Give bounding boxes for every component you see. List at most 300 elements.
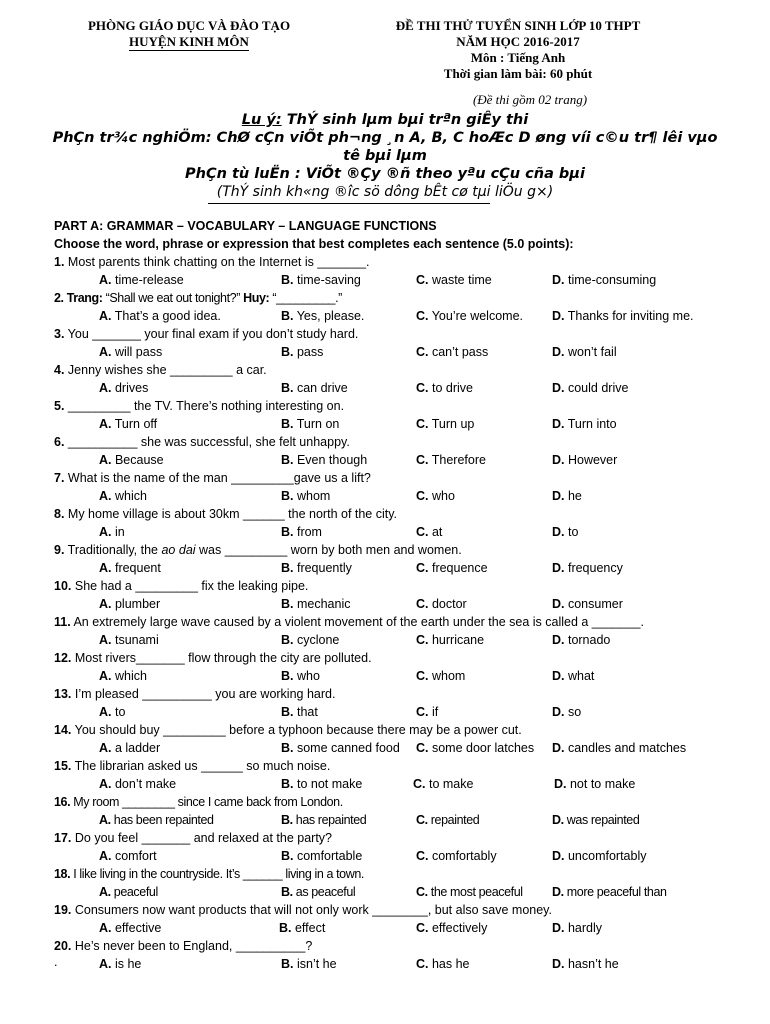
option-d-q12 bbox=[552, 669, 594, 683]
exam-notice bbox=[52, 111, 718, 183]
option-d-q4 bbox=[552, 381, 628, 395]
option-letter: A. bbox=[99, 345, 112, 359]
option-b-q11 bbox=[281, 633, 339, 647]
option-letter: D. bbox=[552, 885, 564, 899]
option-letter: A. bbox=[99, 741, 112, 755]
option-text: whom bbox=[293, 489, 331, 503]
subject: Môn : Tiếng Anh bbox=[470, 50, 566, 65]
option-letter: D. bbox=[552, 417, 565, 431]
option-letter: B. bbox=[281, 381, 294, 395]
option-text: don’t make bbox=[111, 777, 177, 791]
option-letter: C. bbox=[416, 849, 429, 863]
option-b-q15 bbox=[281, 777, 362, 791]
option-text: if bbox=[428, 705, 439, 719]
question-15 bbox=[54, 759, 330, 773]
option-text: which bbox=[111, 669, 147, 683]
option-text: not to make bbox=[566, 777, 636, 791]
option-c-q6 bbox=[416, 453, 486, 467]
option-b-q1 bbox=[281, 273, 361, 287]
option-text: can drive bbox=[293, 381, 348, 395]
option-text: is he bbox=[111, 957, 142, 971]
question-number: 19. bbox=[54, 903, 72, 917]
question-16 bbox=[54, 795, 343, 809]
option-text: to bbox=[564, 525, 579, 539]
question-number: 12. bbox=[54, 651, 72, 665]
question-italic-term: ao dai bbox=[161, 543, 196, 557]
option-b-q14 bbox=[281, 741, 400, 755]
option-d-q9 bbox=[552, 561, 623, 575]
option-c-q14 bbox=[416, 741, 534, 755]
question-1 bbox=[54, 255, 370, 269]
option-letter: C. bbox=[416, 561, 429, 575]
question-text: Most parents think chatting on the Internet is _______. bbox=[64, 255, 370, 269]
option-letter: A. bbox=[99, 561, 112, 575]
option-letter: C. bbox=[416, 273, 429, 287]
option-text: he bbox=[564, 489, 582, 503]
question-text-continued: was _________ worn by both men and women. bbox=[195, 543, 462, 557]
option-a-q11 bbox=[99, 633, 159, 647]
option-a-q4 bbox=[99, 381, 148, 395]
speaker-label: Huy: bbox=[243, 291, 270, 305]
question-number: 16. bbox=[54, 795, 71, 809]
question-4 bbox=[54, 363, 267, 377]
option-text: frequency bbox=[564, 561, 623, 575]
option-c-q9 bbox=[416, 561, 488, 575]
option-letter: B. bbox=[281, 777, 294, 791]
option-letter: C. bbox=[416, 309, 429, 323]
option-b-q18 bbox=[281, 885, 355, 899]
option-c-q5 bbox=[416, 417, 474, 431]
option-a-q3 bbox=[99, 345, 162, 359]
option-letter: B. bbox=[281, 957, 294, 971]
option-a-q1 bbox=[99, 273, 184, 287]
option-letter: A. bbox=[99, 669, 112, 683]
option-text: what bbox=[564, 669, 595, 683]
option-d-q13 bbox=[552, 705, 581, 719]
option-letter: D. bbox=[552, 273, 565, 287]
question-number: 5. bbox=[54, 399, 65, 413]
notice-line-3: PhÇn tù luËn : ViÕt ®Çy ®ñ theo yªu cÇu cña bµi bbox=[185, 166, 585, 182]
option-text: You’re welcome. bbox=[428, 309, 524, 323]
question-text: Jenny wishes she _________ a car. bbox=[64, 363, 267, 377]
option-letter: B. bbox=[281, 885, 293, 899]
question-12 bbox=[54, 651, 372, 665]
school-year: NĂM HỌC 2016-2017 bbox=[456, 34, 580, 49]
option-letter: C. bbox=[416, 669, 429, 683]
option-c-q13 bbox=[416, 705, 438, 719]
question-6 bbox=[54, 435, 350, 449]
question-8 bbox=[54, 507, 397, 521]
option-text: could drive bbox=[564, 381, 629, 395]
option-text: comfortable bbox=[293, 849, 363, 863]
option-a-q7 bbox=[99, 489, 147, 503]
option-letter: A. bbox=[99, 453, 112, 467]
part-title: PART A: GRAMMAR – VOCABULARY – LANGUAGE FUNCTIONS bbox=[54, 219, 437, 233]
question-2 bbox=[54, 291, 342, 305]
option-text: Thanks for inviting me. bbox=[564, 309, 694, 323]
option-letter: D. bbox=[552, 849, 565, 863]
option-letter: C. bbox=[413, 777, 426, 791]
option-c-q7 bbox=[416, 489, 455, 503]
option-text: has repainted bbox=[292, 813, 367, 827]
option-c-q19 bbox=[416, 921, 487, 935]
question-text: _________ the TV. There’s nothing interesting on. bbox=[64, 399, 345, 413]
question-number: 3. bbox=[54, 327, 65, 341]
option-c-q8 bbox=[416, 525, 442, 539]
question-text: “Shall we eat out tonight?” bbox=[102, 291, 244, 305]
option-letter: B. bbox=[281, 525, 294, 539]
option-c-q1 bbox=[416, 273, 492, 287]
option-text: isn’t he bbox=[293, 957, 337, 971]
option-a-q10 bbox=[99, 597, 160, 611]
option-b-q17 bbox=[281, 849, 362, 863]
option-letter: D. bbox=[552, 453, 565, 467]
question-14 bbox=[54, 723, 522, 737]
question-text: Do you feel _______ and relaxed at the party? bbox=[71, 831, 332, 845]
option-letter: C. bbox=[416, 813, 428, 827]
option-text: can’t pass bbox=[428, 345, 489, 359]
option-text: candles and matches bbox=[564, 741, 687, 755]
question-9 bbox=[54, 543, 462, 557]
option-text: frequently bbox=[293, 561, 352, 575]
question-text: What is the name of the man _________gave us a lift? bbox=[64, 471, 371, 485]
option-c-q16 bbox=[416, 813, 479, 827]
option-a-q12 bbox=[99, 669, 147, 683]
option-text: drives bbox=[111, 381, 149, 395]
option-text: to make bbox=[425, 777, 474, 791]
question-number: 11. bbox=[54, 615, 71, 629]
option-text: time-saving bbox=[293, 273, 361, 287]
option-b-q5 bbox=[281, 417, 339, 431]
question-number: 6. bbox=[54, 435, 65, 449]
option-text: tsunami bbox=[111, 633, 159, 647]
instruction: Choose the word, phrase or expression that best completes each sentence (5.0 points): bbox=[54, 237, 574, 251]
option-text: has been repainted bbox=[110, 813, 214, 827]
option-letter: D. bbox=[552, 525, 565, 539]
option-a-q18 bbox=[99, 885, 158, 899]
option-text: to bbox=[111, 705, 126, 719]
question-text: Traditionally, the bbox=[64, 543, 162, 557]
question-text: I’m pleased __________ you are working hard. bbox=[71, 687, 336, 701]
option-text: the most peaceful bbox=[427, 885, 523, 899]
question-7 bbox=[54, 471, 371, 485]
option-text: a ladder bbox=[111, 741, 161, 755]
option-text: which bbox=[111, 489, 147, 503]
option-text: pass bbox=[293, 345, 324, 359]
option-c-q20 bbox=[416, 957, 470, 971]
option-letter: B. bbox=[281, 417, 294, 431]
option-a-q17 bbox=[99, 849, 157, 863]
option-text: at bbox=[428, 525, 443, 539]
option-letter: B. bbox=[281, 633, 294, 647]
option-letter: D. bbox=[552, 345, 565, 359]
option-c-q4 bbox=[416, 381, 473, 395]
option-letter: B. bbox=[281, 741, 294, 755]
option-b-q3 bbox=[281, 345, 323, 359]
question-text-continued: “_________.” bbox=[269, 291, 342, 305]
option-text: will pass bbox=[111, 345, 163, 359]
option-letter: A. bbox=[99, 777, 112, 791]
question-text: He’s never been to England, __________? bbox=[71, 939, 313, 953]
option-letter: D. bbox=[552, 705, 565, 719]
option-letter: B. bbox=[281, 561, 294, 575]
department-name: PHÒNG GIÁO DỤC VÀ ĐÀO TẠO bbox=[87, 18, 291, 33]
option-letter: A. bbox=[99, 273, 112, 287]
option-text: doctor bbox=[428, 597, 467, 611]
option-text: time-release bbox=[111, 273, 184, 287]
option-text: whom bbox=[428, 669, 466, 683]
option-b-q12 bbox=[281, 669, 320, 683]
option-text: to drive bbox=[428, 381, 473, 395]
option-a-q8 bbox=[99, 525, 125, 539]
option-letter: C. bbox=[416, 345, 429, 359]
option-c-q12 bbox=[416, 669, 465, 683]
option-c-q2 bbox=[416, 309, 523, 323]
option-text: consumer bbox=[564, 597, 623, 611]
question-text: You _______ your final exam if you don’t study hard. bbox=[64, 327, 359, 341]
exam-header bbox=[372, 18, 664, 82]
option-d-q11 bbox=[552, 633, 610, 647]
option-text: to not make bbox=[293, 777, 363, 791]
option-letter: B. bbox=[281, 705, 294, 719]
divider-line bbox=[208, 203, 490, 204]
option-letter: D. bbox=[552, 813, 564, 827]
option-letter: B. bbox=[281, 345, 294, 359]
option-d-q16 bbox=[552, 813, 639, 827]
notice-line-1: ThÝ sinh lµm bµi trªn giÊy thi bbox=[281, 112, 529, 128]
option-a-q15 bbox=[99, 777, 176, 791]
question-text: My room ________ since I came back from London. bbox=[70, 795, 343, 809]
question-13 bbox=[54, 687, 335, 701]
option-d-q10 bbox=[552, 597, 623, 611]
option-letter: D. bbox=[552, 597, 565, 611]
question-text: She had a _________ fix the leaking pipe. bbox=[71, 579, 309, 593]
option-letter: C. bbox=[416, 417, 429, 431]
option-letter: C. bbox=[416, 489, 429, 503]
question-text: An extremely large wave caused by a violent movement of the earth under the sea is called a _______. bbox=[70, 615, 644, 629]
option-text: so bbox=[564, 705, 582, 719]
option-letter: A. bbox=[99, 489, 112, 503]
option-letter: C. bbox=[416, 381, 429, 395]
question-number: 14. bbox=[54, 723, 72, 737]
option-text: Turn into bbox=[564, 417, 617, 431]
option-b-q19 bbox=[279, 921, 325, 935]
option-b-q4 bbox=[281, 381, 348, 395]
option-letter: A. bbox=[99, 597, 112, 611]
option-letter: B. bbox=[279, 921, 292, 935]
option-letter: A. bbox=[99, 417, 112, 431]
option-letter: A. bbox=[99, 705, 112, 719]
option-a-q2 bbox=[99, 309, 221, 323]
option-text: Even though bbox=[293, 453, 368, 467]
option-letter: B. bbox=[281, 489, 294, 503]
question-number: 15. bbox=[54, 759, 72, 773]
option-a-q20 bbox=[99, 957, 141, 971]
option-text: effective bbox=[111, 921, 162, 935]
option-letter: C. bbox=[416, 921, 429, 935]
time-limit: Thời gian làm bài: 60 phút bbox=[443, 66, 593, 81]
option-a-q6 bbox=[99, 453, 164, 467]
option-text: hasn’t he bbox=[564, 957, 619, 971]
option-text: tornado bbox=[564, 633, 611, 647]
option-letter: D. bbox=[552, 633, 565, 647]
option-b-q7 bbox=[281, 489, 330, 503]
question-number: 1. bbox=[54, 255, 65, 269]
option-letter: D. bbox=[552, 309, 565, 323]
option-letter: C. bbox=[416, 741, 429, 755]
option-text: that bbox=[293, 705, 318, 719]
option-text: who bbox=[428, 489, 455, 503]
option-d-q18 bbox=[552, 885, 667, 899]
option-letter: C. bbox=[416, 597, 429, 611]
option-letter: D. bbox=[552, 741, 565, 755]
option-d-q7 bbox=[552, 489, 582, 503]
option-text: cyclone bbox=[293, 633, 340, 647]
option-d-q5 bbox=[552, 417, 617, 431]
option-letter: C. bbox=[416, 633, 429, 647]
option-letter: B. bbox=[281, 597, 294, 611]
question-number: 18. bbox=[54, 867, 71, 881]
notice-line-2: PhÇn tr¾c nghiÖm: ChØ cÇn viÕt ph¬ng ¸n A, B, C hoÆc D øng víi c©u tr¶ lêi vµo tê bµi lµm bbox=[52, 130, 718, 164]
question-number: 9. bbox=[54, 543, 65, 557]
option-letter: B. bbox=[281, 453, 294, 467]
option-b-q16 bbox=[281, 813, 366, 827]
option-text: effect bbox=[291, 921, 326, 935]
option-letter: A. bbox=[99, 381, 112, 395]
question-number: 13. bbox=[54, 687, 72, 701]
option-letter: D. bbox=[554, 777, 567, 791]
option-b-q10 bbox=[281, 597, 350, 611]
notice-label: Lu ý: bbox=[241, 112, 282, 128]
option-text: from bbox=[293, 525, 322, 539]
option-letter: C. bbox=[416, 705, 429, 719]
pages-note: (Đề thi gồm 02 trang) bbox=[472, 92, 588, 107]
option-letter: C. bbox=[416, 885, 428, 899]
option-text: comfort bbox=[111, 849, 157, 863]
option-letter: B. bbox=[281, 849, 294, 863]
question-5 bbox=[54, 399, 344, 413]
option-text: Because bbox=[111, 453, 164, 467]
option-text: who bbox=[293, 669, 320, 683]
option-b-q20 bbox=[281, 957, 337, 971]
option-letter: D. bbox=[552, 957, 565, 971]
option-letter: C. bbox=[416, 525, 429, 539]
option-text: repainted bbox=[427, 813, 480, 827]
option-c-q10 bbox=[416, 597, 467, 611]
option-letter: A. bbox=[99, 813, 111, 827]
question-text: Consumers now want products that will not only work ________, but also save money. bbox=[71, 903, 552, 917]
option-d-q8 bbox=[552, 525, 578, 539]
option-text: in bbox=[111, 525, 125, 539]
question-number: 4. bbox=[54, 363, 65, 377]
option-a-q14 bbox=[99, 741, 160, 755]
option-letter: A. bbox=[99, 849, 112, 863]
option-letter: A. bbox=[99, 309, 112, 323]
question-number: 20. bbox=[54, 939, 72, 953]
option-text: frequence bbox=[428, 561, 488, 575]
question-19 bbox=[54, 903, 552, 917]
option-c-q15 bbox=[413, 777, 473, 791]
option-letter: A. bbox=[99, 885, 111, 899]
option-text: That’s a good idea. bbox=[111, 309, 221, 323]
question-text: My home village is about 30km ______ the north of the city. bbox=[64, 507, 398, 521]
option-letter: A. bbox=[99, 921, 112, 935]
option-letter: A. bbox=[99, 525, 112, 539]
question-11 bbox=[54, 615, 644, 629]
option-letter: D. bbox=[552, 489, 565, 503]
option-text: frequent bbox=[111, 561, 161, 575]
option-text: Therefore bbox=[428, 453, 486, 467]
option-a-q16 bbox=[99, 813, 214, 827]
option-letter: B. bbox=[281, 813, 293, 827]
option-text: has he bbox=[428, 957, 470, 971]
option-text: Turn off bbox=[111, 417, 158, 431]
option-a-q13 bbox=[99, 705, 125, 719]
option-letter: C. bbox=[416, 453, 429, 467]
option-text: Turn up bbox=[428, 417, 475, 431]
option-d-q3 bbox=[552, 345, 617, 359]
question-3 bbox=[54, 327, 358, 341]
option-c-q11 bbox=[416, 633, 484, 647]
question-text: Most rivers_______ flow through the city are polluted. bbox=[71, 651, 372, 665]
option-letter: B. bbox=[281, 273, 294, 287]
option-a-q9 bbox=[99, 561, 161, 575]
option-text: effectively bbox=[428, 921, 488, 935]
question-text: I like living in the countryside. It’s ______ living in a town. bbox=[70, 867, 364, 881]
option-text: hardly bbox=[564, 921, 603, 935]
option-text: comfortably bbox=[428, 849, 497, 863]
option-text: Yes, please. bbox=[293, 309, 365, 323]
option-letter: D. bbox=[552, 381, 565, 395]
question-text: The librarian asked us ______ so much noise. bbox=[71, 759, 331, 773]
option-b-q8 bbox=[281, 525, 322, 539]
question-text: You should buy _________ before a typhoon because there may be a power cut. bbox=[71, 723, 522, 737]
option-letter: D. bbox=[552, 561, 565, 575]
option-letter: D. bbox=[552, 669, 565, 683]
option-text: hurricane bbox=[428, 633, 485, 647]
question-20 bbox=[54, 939, 312, 953]
option-b-q2 bbox=[281, 309, 364, 323]
option-b-q6 bbox=[281, 453, 367, 467]
option-text: plumber bbox=[111, 597, 161, 611]
department-header bbox=[62, 18, 316, 51]
option-c-q18 bbox=[416, 885, 523, 899]
question-number: 7. bbox=[54, 471, 65, 485]
option-letter: D. bbox=[552, 921, 565, 935]
option-text: more peaceful than bbox=[563, 885, 667, 899]
option-d-q2 bbox=[552, 309, 694, 323]
notice-line-4: (ThÝ sinh kh«ng ®îc sö dông bÊt cø tµi liÖu g×) bbox=[216, 184, 554, 200]
option-d-q14 bbox=[552, 741, 686, 755]
option-letter: A. bbox=[99, 633, 112, 647]
option-d-q15 bbox=[554, 777, 635, 791]
option-b-q13 bbox=[281, 705, 318, 719]
option-text: However bbox=[564, 453, 618, 467]
option-d-q6 bbox=[552, 453, 617, 467]
question-18 bbox=[54, 867, 364, 881]
district-name: HUYỆN KINH MÔN bbox=[129, 34, 249, 49]
option-text: some door latches bbox=[428, 741, 535, 755]
option-a-q19 bbox=[99, 921, 161, 935]
option-text: peaceful bbox=[110, 885, 158, 899]
option-text: Turn on bbox=[293, 417, 340, 431]
question-number: 10. bbox=[54, 579, 72, 593]
option-text: some canned food bbox=[293, 741, 400, 755]
option-d-q19 bbox=[552, 921, 602, 935]
option-c-q17 bbox=[416, 849, 497, 863]
stray-dot: . bbox=[54, 955, 58, 969]
question-text: __________ she was successful, she felt unhappy. bbox=[64, 435, 350, 449]
